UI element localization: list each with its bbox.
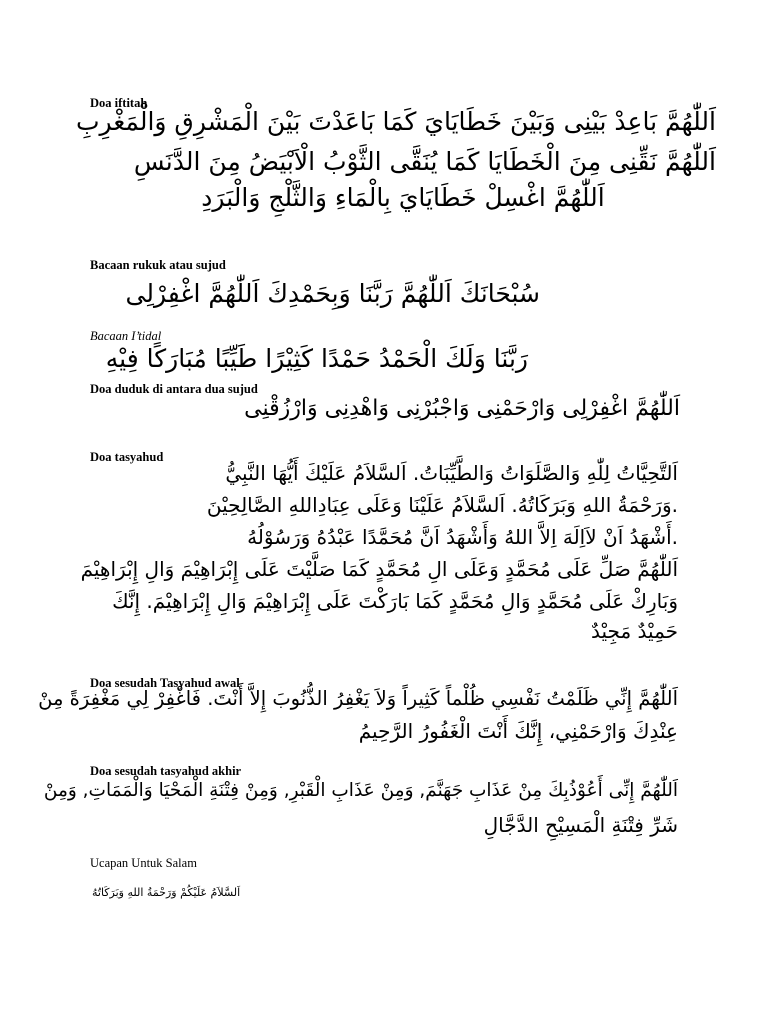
arabic-tasyahud-line-2: .وَرَحْمَةُ اللهِ وَبَرَكَاتُهُ. اَلسَّلاَمُ عَلَيْنَا وَعَلَى عِبَادِاللهِ الصَّالِحِيْنَ [206, 493, 678, 517]
heading-doa-tasyahud: Doa tasyahud [90, 450, 164, 464]
arabic-tasyahud-akhir-line-2: شَرِّ فِتْنَةِ الْمَسِيْحِ الدَّجَّالِ [483, 813, 678, 837]
heading-sesudah-tasyahud-akhir: Doa sesudah tasyahud akhir [90, 764, 242, 778]
arabic-iftitah-line-3: اَللّٰهُمَّ اغْسِلْ خَطَايَايَ بِالْمَاءِ وَالثَّلْجِ وَالْبَرَدِ [201, 183, 605, 212]
arabic-salam: اَلسَّلاَمُ عَلَيْكُمْ وَرَحْمَةُ اللهِ وَبَرَكَاتُهُ [92, 886, 241, 899]
arabic-tasyahud-line-5: وَبَارِكْ عَلَى مُحَمَّدٍ وَالِ مُحَمَّدٍ كَمَا بَارَكْتَ عَلَى إِبْرَاهِيْمَ وَالِ إِبْرَاهِيْمَ. إِنَّكَ [112, 589, 678, 613]
arabic-tasyahud-awal-line-2: عِنْدِكَ وَارْحَمْنِي، إِنَّكَ أَنْتَ الْغَفُورُ الرَّحِيمُ [358, 719, 678, 743]
arabic-tasyahud-akhir-line-1: اَللّٰهُمَّ إِنِّى أَعُوْذُبِكَ مِنْ عَذَابِ جَهَنَّمَ, وَمِنْ عَذَابِ الْقَبْرِ, وَمِنْ فِتْنَةِ الْمَحْيَا وَالْمَمَاتِ, وَمِنْ [43, 780, 678, 801]
arabic-iftitah-line-1: اَللّٰهُمَّ بَاعِدْ بَيْنِى وَبَيْنَ خَطَايَايَ كَمَا بَاعَدْتَ بَيْنَ الْمَشْرِقِ وَالْمَغْرِبِ [76, 107, 716, 136]
arabic-tasyahud-line-6: حَمِيْدٌ مَجِيْدٌ [591, 619, 678, 643]
heading-itidal: Bacaan I’tidal [90, 329, 162, 343]
arabic-tasyahud-line-3: .أَشْهَدُ اَنْ لاَاِلَهَ اِلاَّ اللهُ وَأَشْهَدُ اَنَّ مُحَمَّدًا عَبْدُهُ وَرَسُوْلُهُ [247, 525, 678, 549]
heading-doa-iftitah: Doa iftitah [90, 96, 148, 110]
heading-ucapan-salam: Ucapan Untuk Salam [90, 856, 197, 870]
arabic-tasyahud-awal-line-1: اَللّٰهُمَّ إِنِّي ظَلَمْتُ نَفْسِي ظُلْماً كَثِيراً وَلاَ يَغْفِرُ الذُّنُوبَ إِلاَّ أَنْتَ. فَاغْفِرْ لِي مَغْفِرَةً مِنْ [38, 687, 678, 710]
arabic-tasyahud-line-4: اَللّٰهُمَّ صَلِّ عَلَى مُحَمَّدٍ وَعَلَى الِ مُحَمَّدٍ كَمَا صَلَّيْتَ عَلَى إِبْرَاهِيْمَ وَالِ إِبْرَاهِيْمَ [80, 557, 678, 581]
arabic-itidal: رَبَّنَا وَلَكَ الْحَمْدُ حَمْدًا كَثِيْرًا طَيِّبًا مُبَارَكًا فِيْهِ [105, 344, 528, 373]
heading-sesudah-tasyahud-awal: Doa sesudah Tasyahud awal [90, 676, 240, 690]
heading-rukuk-sujud: Bacaan rukuk atau sujud [90, 258, 226, 272]
arabic-tasyahud-line-1: اَلتَّحِيَّاتُ لِلّٰهِ وَالصَّلَوَاتُ وَالطَّيِّبَاتُ. اَلسَّلاَمُ عَلَيْكَ أَيُّهَا النَّبِيُّ [225, 461, 678, 485]
arabic-rukuk-sujud: سُبْحَانَكَ اَللّٰهُمَّ رَبَّنَا وَبِحَمْدِكَ اَللّٰهُمَّ اغْفِرْلِى [125, 279, 540, 308]
arabic-duduk-antara-sujud: اَللّٰهُمَّ اغْفِرْلِى وَارْحَمْنِى وَاجْبُرْنِى وَاهْدِنِى وَارْزُقْنِى [244, 396, 680, 421]
arabic-iftitah-line-2: اَللّٰهُمَّ نَقِّنِى مِنَ الْخَطَايَا كَمَا يُنَقَّى الثَّوْبُ الْاَبْيَضُ مِنَ الدَّنَسِ [133, 147, 716, 176]
heading-duduk-antara-sujud: Doa duduk di antara dua sujud [90, 382, 258, 396]
